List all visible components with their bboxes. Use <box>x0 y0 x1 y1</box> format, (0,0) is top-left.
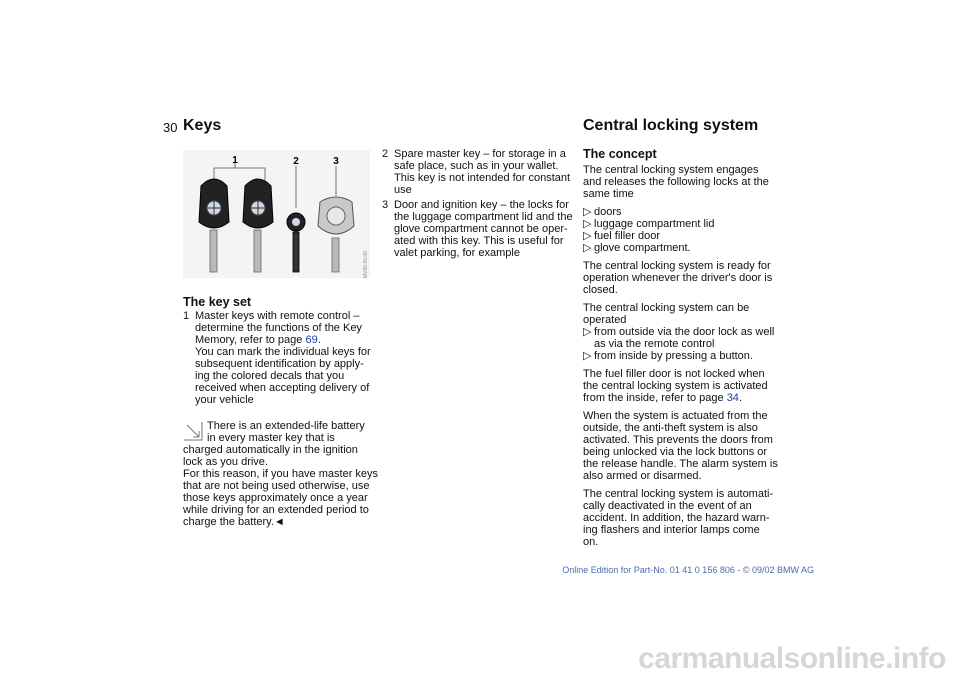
bullet-arrow-icon: ▷ <box>583 206 592 218</box>
concept-paragraph: The fuel filler door is not locked when the central locking system is activated from the inside, refer to page 34. <box>583 368 768 404</box>
bullet-arrow-icon: ▷ <box>583 218 592 230</box>
page-link-69[interactable]: 69 <box>305 334 318 346</box>
list-item: ▷ glove compartment. <box>583 242 691 254</box>
item-number: 1 <box>183 310 190 322</box>
key-set-heading: The key set <box>183 295 252 309</box>
concept-paragraph: The central locking system is automati- cally deactivated in the event of an accident. In addition, the hazard warn- ing flashers and interior lamps come on. <box>583 488 774 548</box>
section-heading-keys: Keys <box>183 117 222 134</box>
item-number: 2 <box>382 148 389 160</box>
list-item: ▷ from inside by pressing a button. <box>583 350 753 362</box>
bullet-arrow-icon: ▷ <box>583 242 592 254</box>
key-set-item-2: 2 Spare master key – for storage in a safe place, such as in your wallet. This key is not intended for constant use <box>382 148 571 196</box>
bullet-arrow-icon: ▷ <box>583 326 592 338</box>
page-link-34[interactable]: 34 <box>726 392 739 404</box>
end-mark: ◄ <box>273 516 285 528</box>
concept-paragraph: The central locking system is ready for operation whenever the driver's door is closed. <box>583 260 773 296</box>
note-text: charged automatically in the ignition lock as you drive. For this reason, if you have master keys that are not being used otherwise, use those keys approximately once a year while driving for an extended period to charge the battery.◄ <box>183 444 379 528</box>
key-set-item-3: 3 Door and ignition key – the locks for the luggage compartment lid and the glove compartment cannot be oper- ated with this key. This is useful for valet parking, for example <box>382 199 573 259</box>
list-item: ▷ doors <box>583 206 622 218</box>
section-heading-central-locking: Central locking system <box>583 117 759 134</box>
concept-paragraph: The central locking system can be operated <box>583 302 750 326</box>
callout-3: 3 <box>333 156 339 167</box>
watermark: carmanualsonline.info <box>638 642 946 675</box>
concept-paragraph: When the system is actuated from the outside, the anti-theft system is also activated. This prevents the doors from being unlocked via the lock buttons or the release handle. The alarm system is also armed or disarmed. <box>583 410 778 482</box>
key-set-item-1: 1 Master keys with remote control – determine the functions of the Key Memory, refer to page 69. You can mark the individual keys for subsequent identification by apply- ing the colored decals that you received when accepting delivery of your vehicle <box>183 310 371 406</box>
list-item: ▷ fuel filler door <box>583 230 661 242</box>
concept-body <box>583 164 778 548</box>
bullet-arrow-icon: ▷ <box>583 350 592 362</box>
edition-footer: Online Edition for Part-No. 01 41 0 156 806 - © 09/02 BMW AG <box>562 565 814 575</box>
callout-2: 2 <box>293 156 299 167</box>
callout-1: 1 <box>232 155 238 166</box>
list-item: ▷ luggage compartment lid <box>583 218 715 230</box>
figure-code: MV00.00.00 <box>363 251 369 278</box>
item-number: 3 <box>382 199 389 211</box>
list-item: ▷ from outside via the door lock as well as via the remote control <box>583 326 775 350</box>
key-set-figure <box>183 150 370 278</box>
bullet-arrow-icon: ▷ <box>583 230 592 242</box>
concept-intro: The central locking system engages and releases the following locks at the same time <box>583 164 769 200</box>
note-icon <box>183 421 203 441</box>
page-number: 30 <box>163 120 178 135</box>
concept-heading: The concept <box>583 147 657 161</box>
note-indented: There is an extended-life battery in every master key that is <box>207 420 365 444</box>
